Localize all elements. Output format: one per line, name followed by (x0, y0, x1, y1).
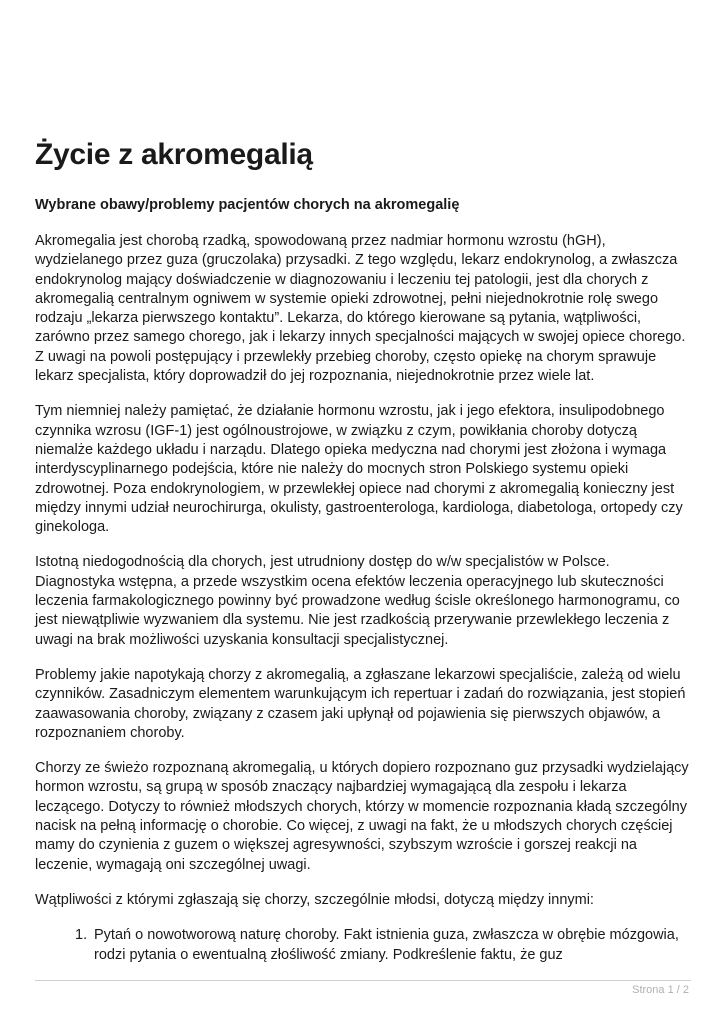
paragraph: Akromegalia jest chorobą rzadką, spowodowaną przez nadmiar hormonu wzrostu (hGH), wydzielanego przez guza (gruczolaka) przysadki. Z tego względu, lekarz endokrynolog, a zwłaszcza endokrynolog mający doświadczenie w diagnozowaniu i leczeniu tej patologii, jest dla chorych z akromegalią centralnym ogniwem w systemie opieki zdrowotnej, pełni niejednokrotnie rolę swego rodzaju „lekarza pierwszego kontaktu”. Lekarza, do którego kierowane są pytania, wątpliwości, zarówno przez samego chorego, jak i lekarzy innych specjalności mających w swojej opiece chorego. Z uwagi na powoli postępujący i przewlekły przebieg choroby, często opiekę na chorym sprawuje lekarz specjalista, który doprowadził do jej rozpoznania, niejednokrotnie przez wiele lat. (35, 233, 686, 385)
paragraph: Tym niemniej należy pamiętać, że działanie hormonu wzrostu, jak i jego efektora, insulipodobnego czynnika wzrosu (IGF-1) jest ogólnoustrojowe, w związku z czym, powikłania choroby dotyczą niemalże każdego układu i narządu. Dlatego opieka medyczna nad chorymi jest złożona i wymaga interdyscyplinarnego podejścia, które nie należy do mocnych stron Polskiego systemu opieki zdrowotnej. Poza endokrynologiem, w przewlekłej opiece nad chorymi z akromegalią konieczny jest między innymi udział neurochirurga, okulisty, gastroenterologa, kardiologa, diabetologa, ortopedy czy ginekologa. (35, 403, 683, 536)
page-number: Strona 1 / 2 (632, 984, 689, 996)
paragraph: Chorzy ze świeżo rozpoznaną akromegalią, u których dopiero rozpoznano guz przysadki wydzielający hormon wzrostu, są grupą w sposób znaczący najbardziej wymagającą dla zespołu i lekarza leczącego. Dotyczy to również młodszych chorych, którzy w momencie rozpoznania kładą szczególny nacisk na pełną informację o chorobie. Co więcej, z uwagi na fakt, że u młodszych chorych częściej mamy do czynienia z guzem o większej agresywności, szybszym wzroście i gorszej reakcji na leczenie, wymagają oni szczególnej uwagi. (35, 760, 689, 873)
document-title: Życie z akromegalią (35, 138, 313, 171)
list-item-number: 1. (75, 927, 88, 944)
paragraph: Istotną niedogodnością dla chorych, jest utrudniony dostęp do w/w specjalistów w Polsce. Diagnostyka wstępna, a przede wszystkim ocena efektów leczenia operacyjnego lub skuteczności leczenia farmakologicznego powinny być prowadzone według ścisle określonego harmonogramu, co jest niewątpliwie wyzwaniem dla systemu. Nie jest rzadkością przerywanie przewlekłego leczenia z uwagi na brak możliwości uzyskania konsultacji specjalistycznej. (35, 554, 680, 648)
list-item-text: Pytań o nowotworową naturę choroby. Fakt istnienia guza, zwłaszcza w obrębie mózgowia, rodzi pytania o ewentualną złośliwość zmiany. Podkreślenie faktu, że guz (94, 927, 679, 963)
paragraph: Problemy jakie napotykają chorzy z akromegalią, a zgłaszane lekarzowi specjaliście, zależą od wielu czynników. Zasadniczym elementem warunkującym ich repertuar i zadań do rozwiązania, jest stopień zaawasowania choroby, związany z czasem jaki upłynął od pojawienia się pierwszych objawów, a rozpoznaniem choroby. (35, 666, 686, 741)
list-item (35, 926, 691, 965)
document-body (35, 232, 691, 965)
document-subtitle: Wybrane obawy/problemy pacjentów chorych na akromegalię (35, 197, 460, 213)
footer-divider (35, 980, 691, 981)
concerns-list (35, 926, 691, 965)
paragraph: Wątpliwości z którymi zgłaszają się chorzy, szczególnie młodsi, dotyczą między innymi: (35, 891, 594, 908)
